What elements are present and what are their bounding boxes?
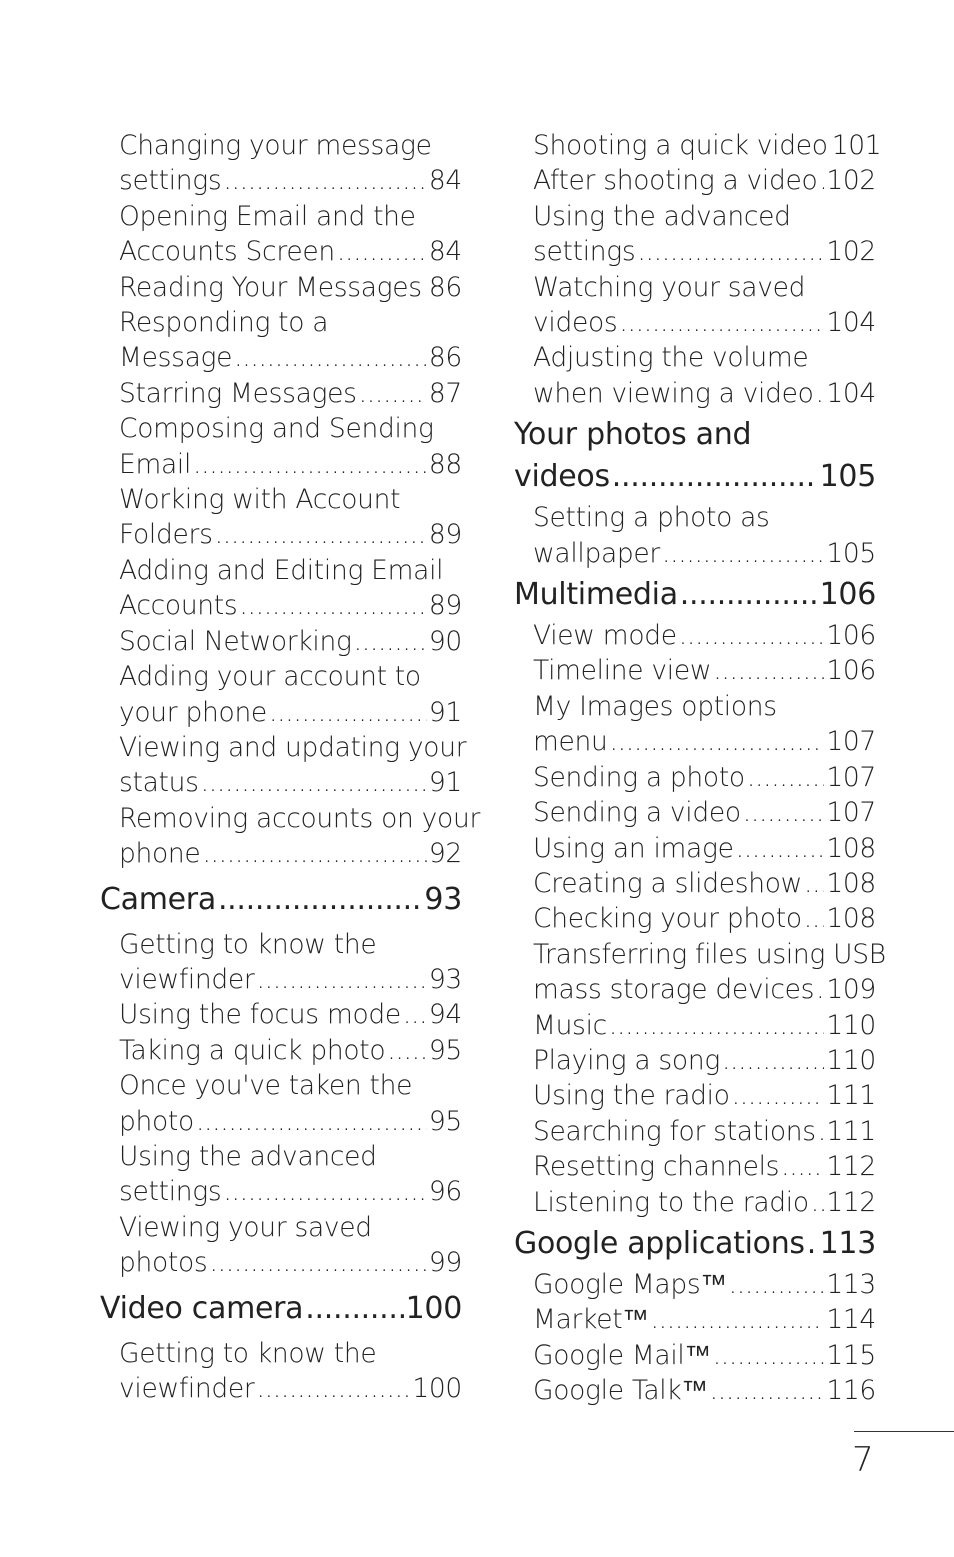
entry-final-line <box>514 456 876 498</box>
entry-final-line <box>533 163 876 198</box>
dot-leader <box>747 760 824 795</box>
dot-leader <box>816 376 825 411</box>
toc-subsection-entry[interactable] <box>514 1185 876 1220</box>
entry-page-number: 105 <box>819 459 876 495</box>
dot-leader <box>722 1043 824 1078</box>
dot-leader <box>609 1008 824 1043</box>
entry-final-line <box>119 340 462 375</box>
toc-subsection-entry[interactable] <box>514 128 882 163</box>
entry-title: Google Maps™ <box>533 1268 727 1300</box>
dot-leader <box>713 653 824 688</box>
toc-section-entry[interactable] <box>100 1284 462 1334</box>
toc-right-column <box>514 128 886 1409</box>
toc-subsection-entry[interactable] <box>514 689 876 760</box>
footer-rule <box>854 1431 954 1432</box>
entry-title: settings <box>533 236 636 268</box>
entry-title: Email <box>119 448 192 480</box>
toc-subsection-entry[interactable] <box>514 1008 876 1043</box>
toc-section-entry[interactable] <box>100 875 462 925</box>
toc-left-column <box>100 128 481 1406</box>
entry-title: photo <box>119 1105 194 1137</box>
entry-title: Using an image <box>533 832 734 864</box>
entry-title-line: Setting a photo as <box>533 502 770 534</box>
entry-final-line <box>119 163 462 198</box>
entry-title: Music <box>533 1009 607 1041</box>
dot-leader <box>804 866 824 901</box>
entry-final-line <box>119 588 462 623</box>
entry-page-number: 107 <box>826 797 876 829</box>
toc-subsection-entry[interactable] <box>514 937 886 1008</box>
entry-final-line <box>533 1267 876 1302</box>
toc-subsection-entry[interactable] <box>100 997 462 1032</box>
entry-final-line <box>533 901 876 936</box>
entry-title-line: Adjusting the volume <box>533 342 809 374</box>
entry-final-line <box>100 1284 462 1334</box>
entry-title: phone <box>119 838 201 870</box>
entry-page-number: 89 <box>428 519 462 551</box>
toc-section-entry[interactable] <box>514 1223 876 1265</box>
toc-subsection-entry[interactable] <box>100 305 462 376</box>
entry-final-line <box>100 875 462 925</box>
entry-title-line: Composing and Sending <box>119 413 434 445</box>
entry-title-line: Viewing your saved <box>119 1211 372 1243</box>
entry-page-number: 107 <box>826 761 876 793</box>
toc-subsection-entry[interactable] <box>514 340 876 411</box>
entry-page-number: 106 <box>819 577 876 613</box>
entry-page-number: 110 <box>826 1009 876 1041</box>
dot-leader <box>619 305 824 340</box>
entry-title: when viewing a video <box>533 377 814 409</box>
entry-title: Starring Messages <box>119 377 357 409</box>
entry-page-number: 86 <box>428 271 462 303</box>
entry-title: Shooting a quick video <box>533 130 828 161</box>
entry-page-number: 112 <box>826 1186 876 1218</box>
dot-leader <box>257 962 427 997</box>
entry-title-line: Adding and Editing Email <box>119 554 444 586</box>
dot-leader <box>713 1338 825 1373</box>
entry-final-line <box>533 866 876 901</box>
entry-final-line <box>119 447 462 482</box>
toc-section-entry[interactable] <box>514 414 876 498</box>
dot-leader <box>269 695 427 730</box>
toc-subsection-entry[interactable] <box>514 618 876 653</box>
toc-subsection-entry[interactable] <box>100 801 481 872</box>
toc-subsection-entry[interactable] <box>514 1078 876 1113</box>
entry-page-number: 108 <box>826 903 876 935</box>
entry-final-line <box>533 376 876 411</box>
entry-page-number: 104 <box>826 377 876 409</box>
entry-title: After shooting a video <box>533 165 818 197</box>
entry-title-line: Using the advanced <box>533 200 791 232</box>
entry-page-number: 91 <box>428 767 462 799</box>
toc-subsection-entry[interactable] <box>100 553 462 624</box>
entry-title: status <box>119 767 199 799</box>
entry-page-number: 95 <box>428 1034 462 1066</box>
toc-subsection-entry[interactable] <box>514 831 876 866</box>
entry-final-line <box>119 1371 462 1406</box>
entry-final-line <box>533 618 876 653</box>
entry-page-number: 113 <box>819 1225 876 1261</box>
toc-subsection-entry[interactable] <box>514 1373 876 1408</box>
entry-title: Searching for stations <box>533 1115 816 1147</box>
entry-page-number: 100 <box>405 1290 462 1326</box>
toc-subsection-entry[interactable] <box>100 1139 462 1210</box>
dot-leader <box>337 234 427 269</box>
dot-leader <box>807 1223 818 1265</box>
entry-final-line <box>514 574 876 616</box>
dot-leader <box>743 795 825 830</box>
entry-title: videos <box>514 459 610 495</box>
toc-subsection-entry[interactable] <box>100 270 462 305</box>
dot-leader <box>680 574 818 616</box>
entry-page-number: 108 <box>826 867 876 899</box>
dot-leader <box>202 836 426 871</box>
entry-page-number: 109 <box>826 974 876 1006</box>
entry-final-line <box>514 1223 876 1265</box>
entry-final-line <box>119 997 462 1032</box>
entry-final-line <box>533 795 876 830</box>
toc-subsection-entry[interactable] <box>100 1033 462 1068</box>
dot-leader <box>218 875 422 925</box>
entry-final-line <box>533 1114 876 1149</box>
entry-final-line <box>533 724 876 759</box>
dot-leader <box>201 765 427 800</box>
dot-leader <box>354 624 427 659</box>
entry-page-number: 93 <box>428 963 462 995</box>
entry-title: Multimedia <box>514 577 678 613</box>
entry-final-line <box>533 1373 876 1408</box>
dot-leader <box>610 724 825 759</box>
entry-title-line: My Images options <box>533 690 777 722</box>
entry-final-line <box>533 305 876 340</box>
entry-final-line <box>533 831 876 866</box>
dot-leader <box>732 1078 825 1113</box>
entry-page-number: 102 <box>826 236 876 268</box>
entry-title-line: Getting to know the <box>119 928 377 960</box>
entry-page-number: 99 <box>428 1247 462 1279</box>
entry-final-line <box>119 270 462 305</box>
entry-title: Google Mail™ <box>533 1339 711 1371</box>
entry-page-number: 115 <box>826 1339 876 1371</box>
entry-page-number: 84 <box>428 165 462 197</box>
entry-final-line <box>533 234 876 269</box>
entry-final-line <box>533 760 876 795</box>
entry-title: Social Networking <box>119 625 352 657</box>
entry-title: Sending a video <box>533 797 741 829</box>
dot-leader <box>234 340 427 375</box>
dot-leader <box>239 588 426 623</box>
entry-title: Folders <box>119 519 213 551</box>
entry-page-number: 100 <box>412 1373 462 1404</box>
entry-title: videos <box>533 307 618 339</box>
page-number: 7 <box>852 1440 874 1480</box>
entry-final-line <box>119 962 462 997</box>
entry-title: Google Talk™ <box>533 1375 708 1407</box>
entry-title: Resetting channels <box>533 1151 780 1183</box>
entry-page-number: 106 <box>826 655 876 687</box>
dot-leader <box>359 376 427 411</box>
toc-subsection-entry[interactable] <box>100 482 462 553</box>
entry-page-number: 102 <box>826 165 876 197</box>
entry-title: Using the focus mode <box>119 999 401 1031</box>
toc-subsection-entry[interactable] <box>514 760 876 795</box>
toc-subsection-entry[interactable] <box>100 1336 462 1407</box>
dot-leader <box>223 163 427 198</box>
toc-subsection-entry[interactable] <box>100 376 462 411</box>
entry-title: Checking your photo <box>533 903 802 935</box>
dot-leader <box>223 1174 427 1209</box>
entry-title-line: Using the advanced <box>119 1140 377 1172</box>
toc-subsection-entry[interactable] <box>514 1149 876 1184</box>
entry-page-number: 114 <box>826 1304 876 1336</box>
dot-leader <box>781 1149 824 1184</box>
entry-page-number: 90 <box>428 625 462 657</box>
entry-title-line: Opening Email and the <box>119 200 416 232</box>
dot-leader <box>811 1185 825 1220</box>
dot-leader <box>637 234 824 269</box>
dot-leader <box>387 1033 427 1068</box>
toc-subsection-entry[interactable] <box>100 1068 462 1139</box>
dot-leader <box>818 1114 825 1149</box>
entry-final-line <box>533 536 876 571</box>
dot-leader <box>651 1302 825 1337</box>
toc-subsection-entry[interactable] <box>514 270 876 341</box>
entry-title-line: Getting to know the <box>119 1337 377 1369</box>
entry-final-line <box>119 234 462 269</box>
entry-title-line: Your photos and <box>514 417 752 453</box>
toc-subsection-entry[interactable] <box>100 1210 462 1281</box>
entry-title: viewfinder <box>119 1373 255 1404</box>
entry-title: settings <box>119 1176 222 1208</box>
entry-page-number: 113 <box>826 1268 876 1300</box>
dot-leader <box>804 901 825 936</box>
dot-leader <box>819 163 824 198</box>
entry-title-line: Removing accounts on your <box>119 802 481 834</box>
entry-title: Reading Your Messages <box>119 271 422 303</box>
entry-title: Using the radio <box>533 1080 730 1112</box>
entry-final-line <box>533 653 876 688</box>
entry-title: Timeline view <box>533 655 712 687</box>
toc-subsection-entry[interactable] <box>514 199 876 270</box>
entry-title: Accounts Screen <box>119 236 335 268</box>
entry-final-line <box>119 517 462 552</box>
entry-title: menu <box>533 726 608 758</box>
entry-title-line: Working with Account <box>119 484 401 516</box>
entry-title-line: Changing your message <box>119 130 432 161</box>
toc-subsection-entry[interactable] <box>100 624 462 659</box>
entry-title: settings <box>119 165 222 197</box>
entry-page-number: 106 <box>826 620 876 652</box>
entry-final-line <box>533 1149 876 1184</box>
entry-final-line <box>533 1338 876 1373</box>
entry-page-number: 91 <box>428 696 462 728</box>
entry-page-number: 95 <box>428 1105 462 1137</box>
entry-page-number: 104 <box>826 307 876 339</box>
entry-title: Camera <box>100 881 216 917</box>
entry-title: Message <box>119 342 233 374</box>
entry-title: wallpaper <box>533 537 661 569</box>
toc-subsection-entry[interactable] <box>514 901 876 936</box>
toc-subsection-entry[interactable] <box>514 500 876 571</box>
entry-title: Google applications <box>514 1225 805 1261</box>
toc-subsection-entry[interactable] <box>514 653 876 688</box>
toc-section-entry[interactable] <box>514 574 876 616</box>
entry-final-line <box>119 1245 462 1280</box>
entry-final-line <box>119 1033 462 1068</box>
dot-leader <box>305 1284 403 1334</box>
toc-subsection-entry[interactable] <box>100 128 462 199</box>
dot-leader <box>679 618 825 653</box>
entry-title: Taking a quick photo <box>119 1034 386 1066</box>
entry-page-number: 93 <box>424 881 462 917</box>
entry-title: Sending a photo <box>533 761 745 793</box>
entry-page-number: 92 <box>428 838 462 870</box>
entry-page-number: 111 <box>826 1115 876 1147</box>
entry-title: Creating a slideshow <box>533 867 803 899</box>
entry-final-line <box>533 1008 876 1043</box>
dot-leader <box>257 1371 411 1406</box>
entry-final-line <box>119 1104 462 1139</box>
entry-page-number: 101 <box>831 130 882 161</box>
entry-page-number: 96 <box>428 1176 462 1208</box>
dot-leader <box>729 1267 825 1302</box>
dot-leader <box>816 972 824 1007</box>
toc-subsection-entry[interactable] <box>100 730 467 801</box>
entry-final-line <box>533 1302 876 1337</box>
toc-subsection-entry[interactable] <box>514 1302 876 1337</box>
entry-page-number: 89 <box>428 590 462 622</box>
dot-leader <box>196 1104 427 1139</box>
dot-leader <box>215 517 427 552</box>
toc-subsection-entry[interactable] <box>100 411 462 482</box>
entry-final-line <box>533 128 882 163</box>
entry-page-number: 105 <box>826 537 876 569</box>
entry-page-number: 110 <box>826 1044 876 1076</box>
entry-page-number: 112 <box>826 1151 876 1183</box>
dot-leader <box>403 997 427 1032</box>
entry-page-number: 108 <box>826 832 876 864</box>
entry-final-line <box>533 1043 876 1078</box>
dot-leader <box>193 447 427 482</box>
dot-leader <box>736 831 825 866</box>
toc-subsection-entry[interactable] <box>100 659 462 730</box>
toc-subsection-entry[interactable] <box>514 795 876 830</box>
dot-leader <box>612 456 818 498</box>
entry-title-line: Transferring files using USB <box>533 938 886 970</box>
entry-final-line <box>119 376 462 411</box>
entry-page-number: 86 <box>428 342 462 374</box>
entry-final-line <box>119 765 462 800</box>
entry-title: Video camera <box>100 1290 304 1326</box>
toc-subsection-entry[interactable] <box>514 163 876 198</box>
toc-subsection-entry[interactable] <box>514 1043 876 1078</box>
entry-final-line <box>119 1174 462 1209</box>
entry-final-line <box>533 972 876 1007</box>
toc-subsection-entry[interactable] <box>514 866 876 901</box>
entry-title: Playing a song <box>533 1044 720 1076</box>
entry-title: Market™ <box>533 1304 649 1336</box>
entry-page-number: 111 <box>826 1080 876 1112</box>
entry-page-number: 84 <box>428 236 462 268</box>
entry-title: mass storage devices <box>533 974 815 1006</box>
entry-title-line: Responding to a <box>119 307 329 339</box>
entry-title: your phone <box>119 696 267 728</box>
toc-subsection-entry[interactable] <box>514 1338 876 1373</box>
toc-subsection-entry[interactable] <box>100 927 462 998</box>
dot-leader <box>209 1245 426 1280</box>
entry-page-number: 87 <box>428 377 462 409</box>
entry-title: photos <box>119 1247 208 1279</box>
entry-final-line <box>119 836 462 871</box>
entry-page-number: 107 <box>826 726 876 758</box>
entry-title-line: Once you've taken the <box>119 1070 413 1102</box>
dot-leader <box>710 1373 825 1408</box>
entry-final-line <box>119 624 462 659</box>
dot-leader <box>424 270 427 305</box>
entry-page-number: 88 <box>428 448 462 480</box>
entry-final-line <box>533 1185 876 1220</box>
entry-title-line: Watching your saved <box>533 271 806 303</box>
entry-title-line: Viewing and updating your <box>119 731 467 763</box>
entry-title: Listening to the radio <box>533 1186 809 1218</box>
toc-subsection-entry[interactable] <box>514 1267 876 1302</box>
entry-page-number: 94 <box>428 999 462 1031</box>
toc-subsection-entry[interactable] <box>514 1114 876 1149</box>
entry-title: Accounts <box>119 590 238 622</box>
entry-title: View mode <box>533 620 677 652</box>
entry-final-line <box>533 1078 876 1113</box>
entry-title-line: Adding your account to <box>119 661 421 693</box>
entry-page-number: 116 <box>826 1375 876 1407</box>
dot-leader <box>662 536 824 571</box>
entry-final-line <box>119 695 462 730</box>
toc-subsection-entry[interactable] <box>100 199 462 270</box>
entry-title: viewfinder <box>119 963 255 995</box>
